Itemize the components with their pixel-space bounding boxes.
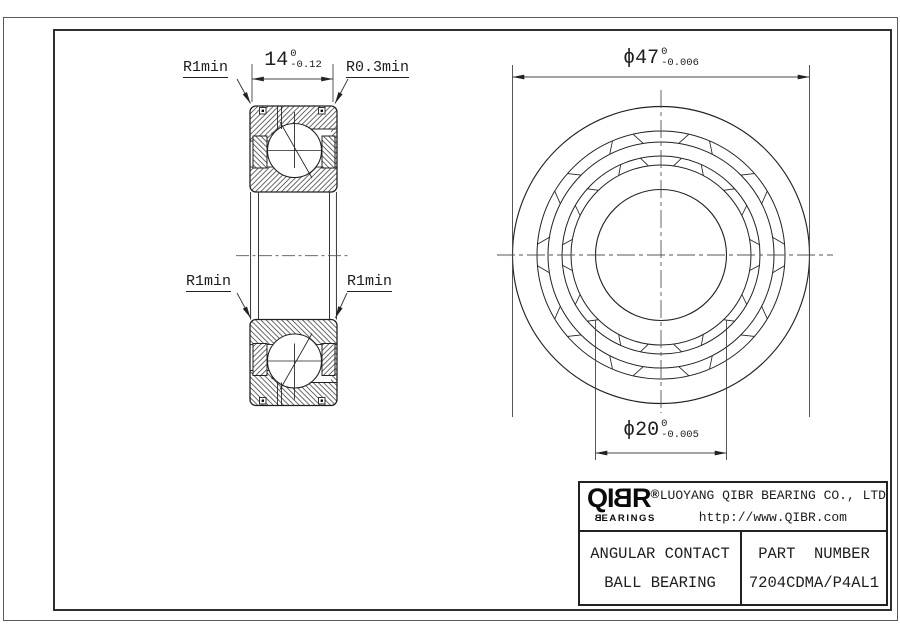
product-type-cell <box>580 532 742 606</box>
width-upper-tol: 0 <box>290 48 297 60</box>
product-type-line1: ANGULAR CONTACT <box>590 544 730 563</box>
logo-wordmark <box>587 485 660 512</box>
od-lower-tol: -0.006 <box>661 57 699 70</box>
radius-label-mid-right: R1min <box>347 273 393 290</box>
section-lower-block <box>250 320 337 406</box>
front-view <box>497 65 833 460</box>
bore-upper-tol: 0 <box>661 418 668 430</box>
od-value: ϕ47 <box>623 47 660 70</box>
title-block <box>578 481 888 606</box>
radius-label-mid-left: R1min <box>186 273 232 290</box>
logo-sub-letter: B <box>593 513 602 524</box>
bore-lower-tol: -0.005 <box>661 429 699 442</box>
radius-label-top-left: R1min <box>183 59 229 76</box>
section-view <box>236 64 351 406</box>
od-dimension-text <box>591 46 731 70</box>
logo-letter: B <box>613 483 633 513</box>
bore-dimension-text <box>591 418 731 442</box>
bore-value: ϕ20 <box>623 419 660 442</box>
logo-letter: R <box>632 483 651 513</box>
registered-mark-icon: ® <box>650 487 660 501</box>
part-number-label: PART NUMBER <box>758 544 870 563</box>
logo-sub-letters: EARINGS <box>601 513 656 524</box>
logo-letter: Q <box>587 483 608 513</box>
logo-letter: I <box>607 483 614 513</box>
title-block-detail-row <box>580 532 886 606</box>
width-lower-tol: -0.12 <box>290 59 322 72</box>
radius-label-top-right: R0.3min <box>346 59 410 76</box>
company-name: LUOYANG QIBR BEARING CO., LTD <box>659 488 886 504</box>
title-block-header-row <box>580 483 886 532</box>
width-dimension-text <box>250 48 336 72</box>
width-value: 14 <box>264 49 289 72</box>
company-logo <box>580 483 660 530</box>
company-website: http://www.QIBR.com <box>698 509 847 525</box>
logo-subtext <box>593 513 660 524</box>
part-number-value: 7204CDMA/P4AL1 <box>748 574 880 592</box>
section-upper-block <box>250 106 337 192</box>
company-info <box>660 483 886 530</box>
od-upper-tol: 0 <box>661 46 668 58</box>
part-number-cell <box>742 532 886 606</box>
product-type-line2: BALL BEARING <box>604 574 716 592</box>
